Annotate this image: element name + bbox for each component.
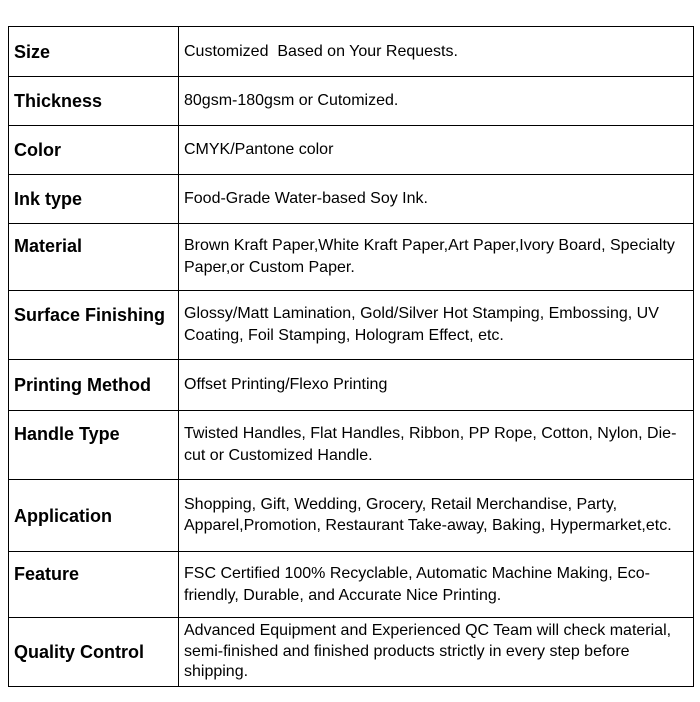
spec-row-application	[9, 480, 694, 552]
spec-row-color	[9, 126, 694, 175]
spec-row-surface-finishing	[9, 291, 694, 360]
spec-label: Material	[9, 224, 179, 291]
spec-label: Surface Finishing	[9, 291, 179, 360]
spec-row-size	[9, 27, 694, 77]
spec-value: FSC Certified 100% Recyclable, Automatic Machine Making, Eco-friendly, Durable, and Accurate Nice Printing.	[179, 552, 694, 618]
spec-label: Color	[9, 126, 179, 175]
spec-row-printing-method	[9, 360, 694, 411]
spec-value: Offset Printing/Flexo Printing	[179, 360, 694, 411]
spec-row-handle-type	[9, 411, 694, 480]
spec-value: Customized Based on Your Requests.	[179, 27, 694, 77]
spec-row-feature	[9, 552, 694, 618]
spec-row-ink-type	[9, 175, 694, 224]
spec-label: Thickness	[9, 77, 179, 126]
spec-value: Shopping, Gift, Wedding, Grocery, Retail Merchandise, Party, Apparel,Promotion, Restaurant Take-away, Baking, Hypermarket,etc.	[179, 480, 694, 552]
product-spec-table	[8, 26, 694, 687]
spec-row-material	[9, 224, 694, 291]
spec-label: Feature	[9, 552, 179, 618]
spec-value: 80gsm-180gsm or Cutomized.	[179, 77, 694, 126]
spec-label: Size	[9, 27, 179, 77]
spec-row-thickness	[9, 77, 694, 126]
spec-value: Advanced Equipment and Experienced QC Team will check material, semi-finished and finished products strictly in every step before shipping.	[179, 618, 694, 687]
spec-value: Glossy/Matt Lamination, Gold/Silver Hot Stamping, Embossing, UV Coating, Foil Stamping, Hologram Effect, etc.	[179, 291, 694, 360]
spec-value: Brown Kraft Paper,White Kraft Paper,Art Paper,Ivory Board, Specialty Paper,or Custom Paper.	[179, 224, 694, 291]
spec-value: Twisted Handles, Flat Handles, Ribbon, PP Rope, Cotton, Nylon, Die-cut or Customized Handle.	[179, 411, 694, 480]
spec-value: Food-Grade Water-based Soy Ink.	[179, 175, 694, 224]
spec-label: Quality Control	[9, 618, 179, 687]
spec-label: Handle Type	[9, 411, 179, 480]
spec-label: Application	[9, 480, 179, 552]
spec-row-quality-control	[9, 618, 694, 687]
spec-label: Ink type	[9, 175, 179, 224]
spec-value: CMYK/Pantone color	[179, 126, 694, 175]
spec-label: Printing Method	[9, 360, 179, 411]
